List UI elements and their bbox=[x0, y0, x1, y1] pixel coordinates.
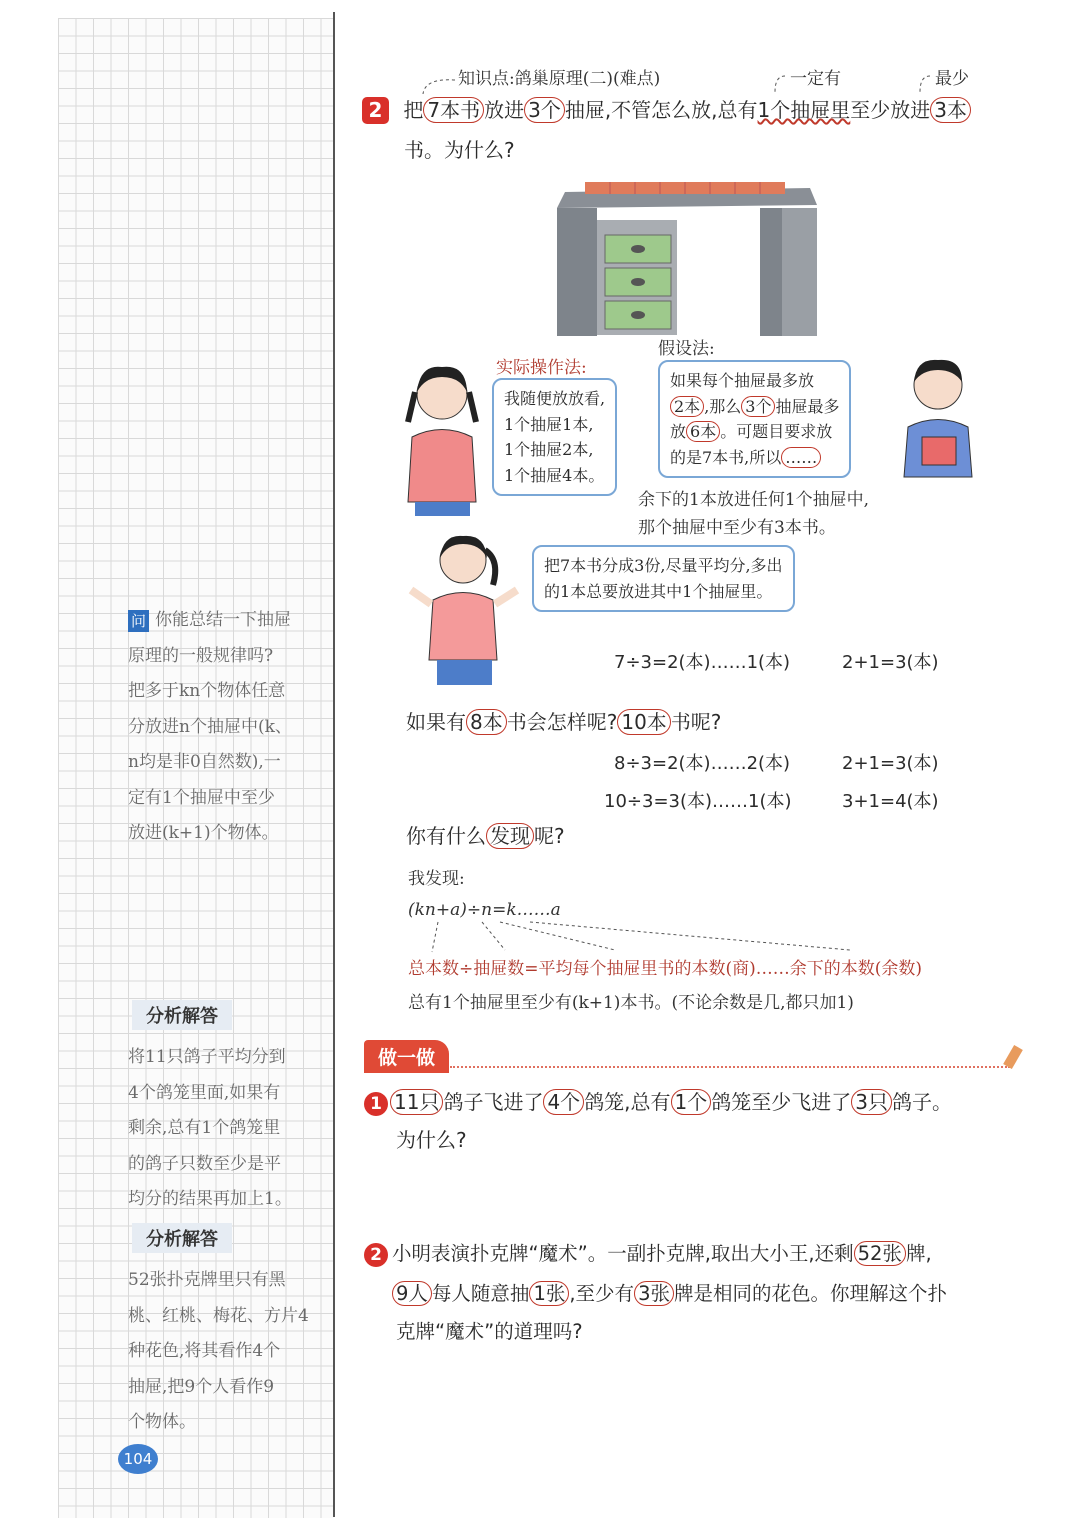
question-badge: 问 bbox=[128, 610, 149, 632]
bubble-line bbox=[670, 419, 839, 445]
boy-illustration bbox=[898, 352, 978, 492]
practice-divider bbox=[450, 1066, 1010, 1068]
note-line: 个物体。 bbox=[128, 1412, 196, 1432]
note-line bbox=[128, 603, 292, 639]
circled-text: 3张 bbox=[634, 1281, 674, 1306]
q-text: ,至少有 bbox=[569, 1282, 635, 1305]
girl-illustration bbox=[400, 362, 485, 517]
example-question-line2: 书。为什么? bbox=[404, 138, 515, 162]
practice-1 bbox=[364, 1088, 952, 1116]
q-text: 抽屉,不管怎么放,总有 bbox=[564, 98, 758, 122]
note-line: 余下的1本放进任何1个抽屉中, bbox=[638, 490, 870, 510]
circled-text: 52张 bbox=[854, 1241, 906, 1266]
girl2-illustration bbox=[405, 530, 525, 690]
q-text: 每人随意抽 bbox=[431, 1282, 530, 1305]
practice-2-line3: 克牌“魔术”的道理吗? bbox=[396, 1320, 583, 1343]
note-line: 原理的一般规律吗? bbox=[128, 645, 274, 666]
note-line: 分放进n个抽屉中(k、 bbox=[128, 716, 292, 737]
bubble-line: 我随便放放看, bbox=[504, 389, 606, 408]
q-text: 鸽笼至少飞进了 bbox=[711, 1090, 852, 1114]
note-line: 52张扑克牌里只有黑 bbox=[128, 1270, 286, 1290]
bubble-line bbox=[670, 445, 839, 471]
circled-text: 4个 bbox=[543, 1089, 584, 1115]
pencil-icon bbox=[1003, 1045, 1023, 1069]
margin-divider bbox=[333, 12, 335, 1517]
note-line: 将11只鸽子平均分到 bbox=[128, 1047, 286, 1067]
note-line: 种花色,将其看作4个 bbox=[128, 1341, 281, 1361]
q-text: 如果有 bbox=[406, 710, 466, 734]
circled-text: 发现 bbox=[486, 823, 534, 849]
analysis-note bbox=[128, 1263, 309, 1441]
practice-1-line2: 为什么? bbox=[396, 1128, 467, 1152]
note-text: 你能总结一下抽屉 bbox=[155, 610, 292, 630]
calc-division: 8÷3=2(本)……2(本) bbox=[614, 753, 791, 774]
circled-text: 7本书 bbox=[423, 97, 484, 123]
girl-bubble-label: 实际操作法: bbox=[496, 358, 587, 378]
discover-formula: (kn+a)÷n=k……a bbox=[408, 900, 561, 920]
circled-text: 6本 bbox=[686, 421, 720, 442]
bubble-line bbox=[670, 394, 839, 420]
underlined-text: 1个抽屉里 bbox=[757, 98, 851, 122]
circled-text: 11只 bbox=[390, 1089, 443, 1115]
girl2-speech-bubble bbox=[532, 545, 795, 612]
note-line: 放进(k+1)个物体。 bbox=[128, 823, 279, 843]
note-line: 剩余,总有1个鸽笼里 bbox=[128, 1118, 281, 1138]
bubble-line: 的1本总要放进其中1个抽屉里。 bbox=[544, 581, 773, 601]
circled-text: 1张 bbox=[529, 1281, 569, 1306]
bubble-text: 抽屉最多 bbox=[775, 396, 840, 416]
page-number: 104 bbox=[118, 1444, 158, 1474]
q-text: 书会怎样呢? bbox=[506, 710, 618, 734]
discover-question bbox=[406, 822, 565, 850]
q-text: 把 bbox=[403, 98, 424, 122]
discover-conclusion: 总有1个抽屉里至少有(k+1)本书。(不论余数是几,都只加1) bbox=[408, 993, 854, 1013]
note-line: 4个鸽笼里面,如果有 bbox=[128, 1082, 281, 1103]
calc-addition: 2+1=3(本) bbox=[842, 652, 939, 673]
analysis-title: 分析解答 bbox=[132, 1000, 232, 1030]
circled-text: 8本 bbox=[466, 709, 507, 735]
q-text: 小明表演扑克牌“魔术”。一副扑克牌,取出大小王,还剩 bbox=[392, 1242, 854, 1265]
q-text: 呢? bbox=[534, 824, 565, 848]
bubble-line: 1个抽屉2本, bbox=[504, 440, 594, 459]
q-text: 放进 bbox=[484, 98, 525, 122]
analysis-title: 分析解答 bbox=[132, 1223, 232, 1253]
calc-addition: 2+1=3(本) bbox=[842, 753, 939, 774]
note-line: 那个抽屉中至少有3本书。 bbox=[638, 518, 836, 538]
circled-text: 3个 bbox=[741, 396, 775, 417]
annotation-arrows bbox=[415, 68, 1015, 98]
note-line: 定有1个抽屉中至少 bbox=[128, 787, 275, 808]
discover-explain: 总本数÷抽屉数=平均每个抽屉里书的本数(商)……余下的本数(余数) bbox=[408, 959, 923, 979]
q-text: 牌是相同的花色。你理解这个扑 bbox=[673, 1282, 947, 1305]
bubble-line: 把7本书分成3份,尽量平均分,多出 bbox=[544, 556, 783, 575]
circled-text: 3本 bbox=[930, 97, 971, 123]
q-text: 至少放进 bbox=[850, 98, 931, 122]
circled-text: 9人 bbox=[392, 1281, 432, 1306]
q-text: 书呢? bbox=[670, 710, 722, 734]
circled-text: 3只 bbox=[851, 1089, 892, 1115]
example-question bbox=[362, 96, 971, 124]
practice-2 bbox=[364, 1240, 932, 1268]
circled-text: 2本 bbox=[670, 396, 704, 417]
bubble-line: 如果每个抽屉最多放 bbox=[670, 371, 815, 390]
annotation-topic: 知识点:鸽巢原理(二)(难点) bbox=[458, 69, 661, 89]
circled-text: 10本 bbox=[617, 709, 670, 735]
annotation-must: 一定有 bbox=[790, 69, 841, 89]
calc-addition: 3+1=4(本) bbox=[842, 791, 939, 812]
boy-note bbox=[638, 486, 869, 542]
bubble-text: ,那么 bbox=[704, 396, 742, 416]
q-text: 鸽笼,总有 bbox=[584, 1090, 671, 1114]
note-line: 桃、红桃、梅花、方片4 bbox=[128, 1305, 309, 1326]
boy-bubble-label: 假设法: bbox=[658, 339, 715, 359]
q-text: 你有什么 bbox=[406, 824, 486, 848]
followup-question bbox=[406, 708, 721, 736]
bubble-text: 的是7本书,所以 bbox=[670, 447, 782, 467]
analysis-note bbox=[128, 1040, 292, 1218]
circled-text: 3个 bbox=[524, 97, 565, 123]
girl-speech-bubble bbox=[492, 378, 617, 496]
example-number: 2 bbox=[362, 97, 389, 124]
bubble-text: 。可题目要求放 bbox=[720, 422, 833, 441]
practice-number: 2 bbox=[364, 1243, 388, 1267]
circled-text: …… bbox=[781, 447, 821, 468]
note-line: 的鸽子只数至少是平 bbox=[128, 1153, 281, 1174]
bubble-line: 1个抽屉1本, bbox=[504, 414, 594, 434]
note-line: 把多于kn个物体任意 bbox=[128, 681, 286, 701]
note-line: 均分的结果再加上1。 bbox=[128, 1189, 292, 1209]
circled-text: 1个 bbox=[671, 1089, 712, 1115]
q-text: 鸽子。 bbox=[892, 1090, 953, 1114]
discover-label: 我发现: bbox=[408, 869, 465, 889]
note-line: 抽屉,把9个人看作9 bbox=[128, 1376, 275, 1397]
bubble-text: 放 bbox=[670, 422, 687, 441]
boy-speech-bubble bbox=[658, 360, 851, 478]
practice-title: 做一做 bbox=[364, 1040, 449, 1073]
q-text: 牌, bbox=[905, 1242, 932, 1265]
calc-division: 10÷3=3(本)……1(本) bbox=[604, 791, 792, 812]
q-text: 鸽子飞进了 bbox=[443, 1090, 544, 1114]
practice-number: 1 bbox=[364, 1092, 388, 1116]
bubble-line: 1个抽屉4本。 bbox=[504, 465, 605, 485]
question-note bbox=[128, 603, 292, 852]
practice-2-line2 bbox=[392, 1280, 947, 1308]
calc-division: 7÷3=2(本)……1(本) bbox=[614, 652, 791, 673]
desk-illustration bbox=[555, 180, 825, 340]
note-line: n均是非0自然数),一 bbox=[128, 752, 281, 772]
annotation-least: 最少 bbox=[935, 69, 969, 89]
